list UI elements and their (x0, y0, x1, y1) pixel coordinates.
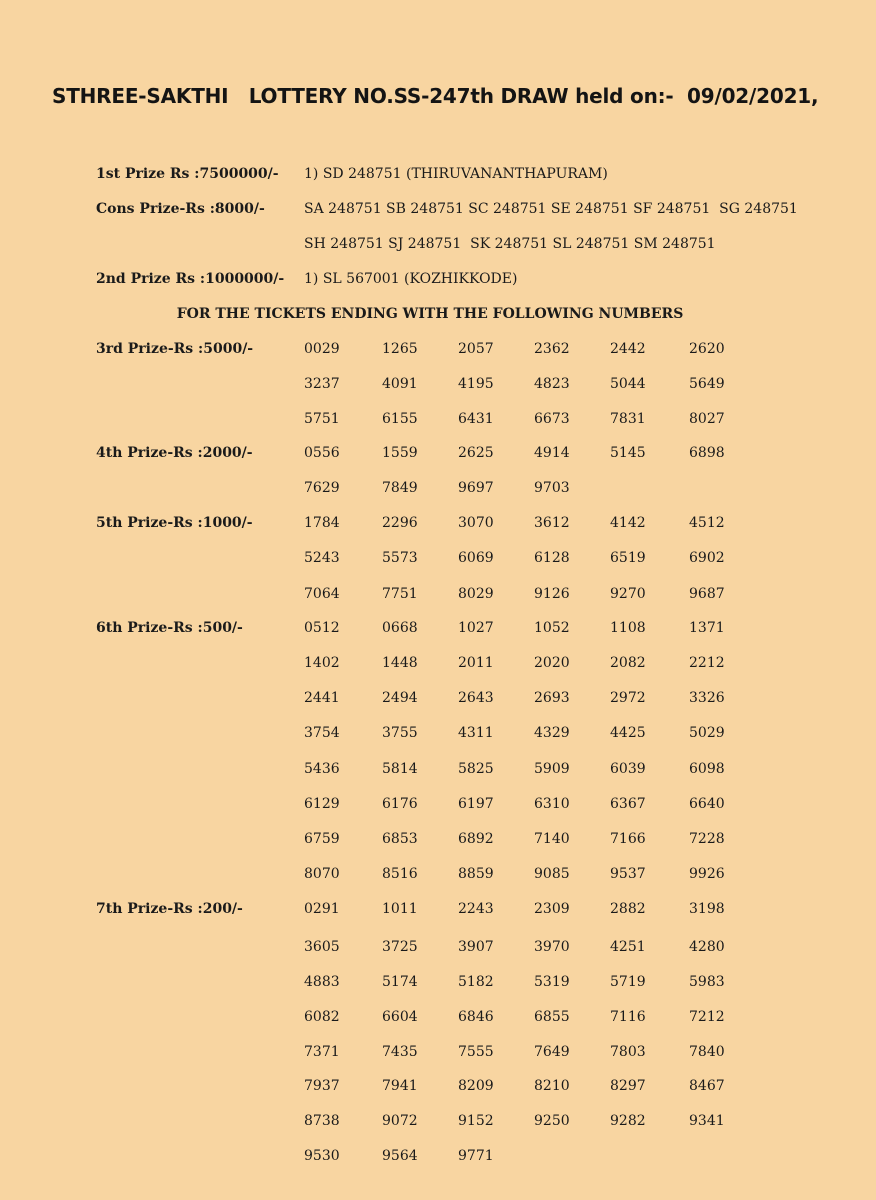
winning-number: 2643 (458, 690, 494, 706)
winning-number: 3605 (304, 939, 340, 955)
winning-number: 7831 (610, 411, 646, 427)
ending-numbers-heading: FOR THE TICKETS ENDING WITH THE FOLLOWING NUMBERS (176, 306, 684, 322)
winning-number: 6176 (382, 796, 418, 812)
winning-number: 0512 (304, 620, 340, 636)
winning-number: 4512 (689, 515, 725, 531)
winning-number: 3970 (534, 939, 570, 955)
winning-number: 7064 (304, 586, 340, 602)
winning-number: 6098 (689, 761, 725, 777)
winning-number: 3070 (458, 515, 494, 531)
winning-number: 7849 (382, 480, 418, 496)
winning-number: 9697 (458, 480, 494, 496)
winning-number: 3907 (458, 939, 494, 955)
winning-number: 8209 (458, 1078, 494, 1094)
cons-prize-line-2: SH 248751 SJ 248751 SK 248751 SL 248751 SM 248751 (304, 236, 716, 252)
winning-number: 5719 (610, 974, 646, 990)
winning-number: 9687 (689, 586, 725, 602)
winning-number: 2620 (689, 341, 725, 357)
winning-number: 4142 (610, 515, 646, 531)
winning-number: 5182 (458, 974, 494, 990)
winning-number: 6892 (458, 831, 494, 847)
winning-number: 8070 (304, 866, 340, 882)
winning-number: 2882 (610, 901, 646, 917)
winning-number: 2494 (382, 690, 418, 706)
winning-number: 8210 (534, 1078, 570, 1094)
winning-number: 6519 (610, 550, 646, 566)
winning-number: 6853 (382, 831, 418, 847)
winning-number: 2212 (689, 655, 725, 671)
winning-number: 1402 (304, 655, 340, 671)
prize-tier-label: 3rd Prize-Rs :5000/- (96, 341, 254, 357)
winning-number: 9126 (534, 586, 570, 602)
winning-number: 4914 (534, 445, 570, 461)
winning-number: 7751 (382, 586, 418, 602)
winning-number: 5649 (689, 376, 725, 392)
winning-number: 6759 (304, 831, 340, 847)
winning-number: 4425 (610, 725, 646, 741)
winning-number: 6673 (534, 411, 570, 427)
winning-number: 7649 (534, 1044, 570, 1060)
winning-number: 2625 (458, 445, 494, 461)
winning-number: 1108 (610, 620, 646, 636)
winning-number: 6431 (458, 411, 494, 427)
winning-number: 5909 (534, 761, 570, 777)
winning-number: 5174 (382, 974, 418, 990)
prize-tier-label: 4th Prize-Rs :2000/- (96, 445, 253, 461)
winning-number: 1784 (304, 515, 340, 531)
winning-number: 5145 (610, 445, 646, 461)
winning-number: 2362 (534, 341, 570, 357)
winning-number: 5436 (304, 761, 340, 777)
cons-prize-line-1: SA 248751 SB 248751 SC 248751 SE 248751 SF 248751 SG 248751 (304, 201, 798, 217)
winning-number: 7840 (689, 1044, 725, 1060)
winning-number: 3198 (689, 901, 725, 917)
winning-number: 3755 (382, 725, 418, 741)
winning-number: 6902 (689, 550, 725, 566)
winning-number: 4883 (304, 974, 340, 990)
winning-number: 1011 (382, 901, 418, 917)
prize-tier-label: 7th Prize-Rs :200/- (96, 901, 243, 917)
winning-number: 5814 (382, 761, 418, 777)
winning-number: 2296 (382, 515, 418, 531)
winning-number: 7555 (458, 1044, 494, 1060)
winning-number: 6855 (534, 1009, 570, 1025)
winning-number: 7166 (610, 831, 646, 847)
prize-tier-label: 6th Prize-Rs :500/- (96, 620, 243, 636)
winning-number: 8029 (458, 586, 494, 602)
winning-number: 2057 (458, 341, 494, 357)
winning-number: 9085 (534, 866, 570, 882)
winning-number: 2011 (458, 655, 494, 671)
winning-number: 5243 (304, 550, 340, 566)
winning-number: 9537 (610, 866, 646, 882)
winning-number: 6082 (304, 1009, 340, 1025)
winning-number: 6197 (458, 796, 494, 812)
winning-number: 2972 (610, 690, 646, 706)
winning-number: 1027 (458, 620, 494, 636)
winning-number: 0556 (304, 445, 340, 461)
winning-number: 9341 (689, 1113, 725, 1129)
winning-number: 9926 (689, 866, 725, 882)
winning-number: 7371 (304, 1044, 340, 1060)
winning-number: 9530 (304, 1148, 340, 1164)
winning-number: 3612 (534, 515, 570, 531)
winning-number: 8516 (382, 866, 418, 882)
winning-number: 4091 (382, 376, 418, 392)
prize-tier-label: 5th Prize-Rs :1000/- (96, 515, 253, 531)
winning-number: 1559 (382, 445, 418, 461)
winning-number: 6039 (610, 761, 646, 777)
winning-number: 6604 (382, 1009, 418, 1025)
winning-number: 3754 (304, 725, 340, 741)
winning-number: 5983 (689, 974, 725, 990)
winning-number: 5029 (689, 725, 725, 741)
winning-number: 2442 (610, 341, 646, 357)
winning-number: 4251 (610, 939, 646, 955)
winning-number: 6128 (534, 550, 570, 566)
winning-number: 4823 (534, 376, 570, 392)
winning-number: 5319 (534, 974, 570, 990)
winning-number: 9703 (534, 480, 570, 496)
second-prize-ticket: 1) SL 567001 (KOZHIKKODE) (304, 271, 518, 287)
winning-number: 5573 (382, 550, 418, 566)
winning-number: 3725 (382, 939, 418, 955)
winning-number: 6069 (458, 550, 494, 566)
first-prize-ticket: 1) SD 248751 (THIRUVANANTHAPURAM) (304, 166, 608, 182)
cons-prize-label: Cons Prize-Rs :8000/- (96, 201, 265, 217)
winning-number: 6367 (610, 796, 646, 812)
winning-number: 8738 (304, 1113, 340, 1129)
winning-number: 4311 (458, 725, 494, 741)
winning-number: 8859 (458, 866, 494, 882)
winning-number: 2020 (534, 655, 570, 671)
winning-number: 4329 (534, 725, 570, 741)
winning-number: 6155 (382, 411, 418, 427)
winning-number: 5825 (458, 761, 494, 777)
winning-number: 2309 (534, 901, 570, 917)
winning-number: 9072 (382, 1113, 418, 1129)
winning-number: 4195 (458, 376, 494, 392)
winning-number: 9152 (458, 1113, 494, 1129)
winning-number: 8297 (610, 1078, 646, 1094)
winning-number: 0668 (382, 620, 418, 636)
winning-number: 9270 (610, 586, 646, 602)
winning-number: 6898 (689, 445, 725, 461)
winning-number: 3237 (304, 376, 340, 392)
winning-number: 0291 (304, 901, 340, 917)
winning-number: 3326 (689, 690, 725, 706)
winning-number: 7212 (689, 1009, 725, 1025)
winning-number: 7937 (304, 1078, 340, 1094)
winning-number: 2693 (534, 690, 570, 706)
winning-number: 7629 (304, 480, 340, 496)
winning-number: 1052 (534, 620, 570, 636)
winning-number: 2243 (458, 901, 494, 917)
winning-number: 7803 (610, 1044, 646, 1060)
winning-number: 6846 (458, 1009, 494, 1025)
winning-number: 9564 (382, 1148, 418, 1164)
winning-number: 7435 (382, 1044, 418, 1060)
draw-title: STHREE-SAKTHI LOTTERY NO.SS-247th DRAW held on:- 09/02/2021, (52, 84, 819, 108)
winning-number: 7140 (534, 831, 570, 847)
winning-number: 5044 (610, 376, 646, 392)
winning-number: 6640 (689, 796, 725, 812)
winning-number: 9250 (534, 1113, 570, 1129)
first-prize-label: 1st Prize Rs :7500000/- (96, 166, 279, 182)
winning-number: 5751 (304, 411, 340, 427)
winning-number: 1371 (689, 620, 725, 636)
winning-number: 1448 (382, 655, 418, 671)
winning-number: 9282 (610, 1113, 646, 1129)
winning-number: 6310 (534, 796, 570, 812)
winning-number: 7228 (689, 831, 725, 847)
winning-number: 7941 (382, 1078, 418, 1094)
winning-number: 9771 (458, 1148, 494, 1164)
winning-number: 2082 (610, 655, 646, 671)
winning-number: 0029 (304, 341, 340, 357)
winning-number: 1265 (382, 341, 418, 357)
winning-number: 2441 (304, 690, 340, 706)
winning-number: 7116 (610, 1009, 646, 1025)
winning-number: 6129 (304, 796, 340, 812)
winning-number: 8467 (689, 1078, 725, 1094)
winning-number: 8027 (689, 411, 725, 427)
winning-number: 4280 (689, 939, 725, 955)
second-prize-label: 2nd Prize Rs :1000000/- (96, 271, 285, 287)
